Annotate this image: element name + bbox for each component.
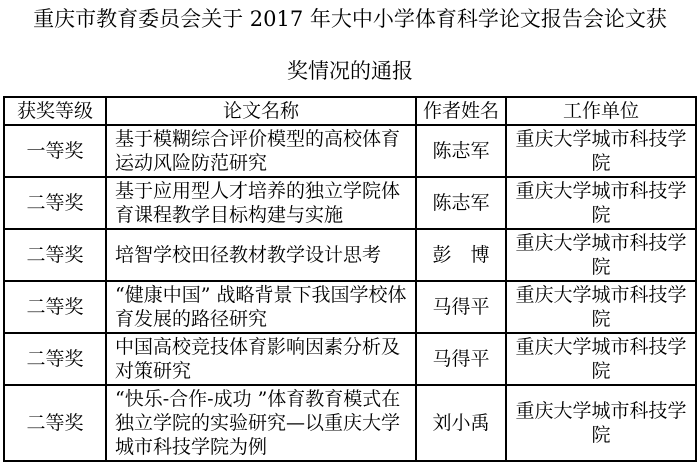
document-title-line2: 奖情况的通报: [287, 59, 413, 83]
paper-title-cell: 基于模糊综合评价模型的高校体育运动风险防范研究: [106, 125, 416, 177]
work-unit-cell: 重庆大学城市科技学院: [506, 281, 696, 333]
award-level-cell: 二等奖: [4, 385, 106, 461]
author-name-cell: 陈志军: [416, 177, 506, 229]
paper-title-cell: “快乐-合作-成功 ”体育教育模式在独立学院的实验研究—以重庆大学城市科技学院为例: [106, 385, 416, 461]
column-header-award-level: 获奖等级: [4, 97, 106, 125]
paper-title-cell: 基于应用型人才培养的独立学院体育课程教学目标构建与实施: [106, 177, 416, 229]
author-name-cell: 马得平: [416, 333, 506, 385]
column-header-work-unit: 工作单位: [506, 97, 696, 125]
paper-title-cell: “健康中国” 战略背景下我国学校体育发展的路径研究: [106, 281, 416, 333]
author-name-cell: 陈志军: [416, 125, 506, 177]
table-row: [4, 177, 696, 229]
work-unit-cell: 重庆大学城市科技学院: [506, 177, 696, 229]
table-row: [4, 281, 696, 333]
paper-title-cell: 中国高校竞技体育影响因素分析及对策研究: [106, 333, 416, 385]
table-row: [4, 333, 696, 385]
work-unit-cell: 重庆大学城市科技学院: [506, 229, 696, 281]
award-level-cell: 二等奖: [4, 333, 106, 385]
document-title-line1: 重庆市教育委员会关于 2017 年大中小学体育科学论文报告会论文获: [33, 7, 667, 31]
table-row: [4, 125, 696, 177]
table-row: [4, 385, 696, 461]
work-unit-cell: 重庆大学城市科技学院: [506, 125, 696, 177]
table-header-row: [4, 97, 696, 125]
paper-title-cell: 培智学校田径教材教学设计思考: [106, 229, 416, 281]
document-title: [0, 0, 700, 84]
table-row: [4, 229, 696, 281]
author-name-cell: 马得平: [416, 281, 506, 333]
author-name-cell: 彭 博: [416, 229, 506, 281]
column-header-author-name: 作者姓名: [416, 97, 506, 125]
work-unit-cell: 重庆大学城市科技学院: [506, 333, 696, 385]
award-level-cell: 二等奖: [4, 229, 106, 281]
award-level-cell: 二等奖: [4, 281, 106, 333]
award-level-cell: 二等奖: [4, 177, 106, 229]
column-header-paper-title: 论文名称: [106, 97, 416, 125]
author-name-cell: 刘小禹: [416, 385, 506, 461]
work-unit-cell: 重庆大学城市科技学院: [506, 385, 696, 461]
award-level-cell: 一等奖: [4, 125, 106, 177]
awards-table: [3, 96, 697, 462]
